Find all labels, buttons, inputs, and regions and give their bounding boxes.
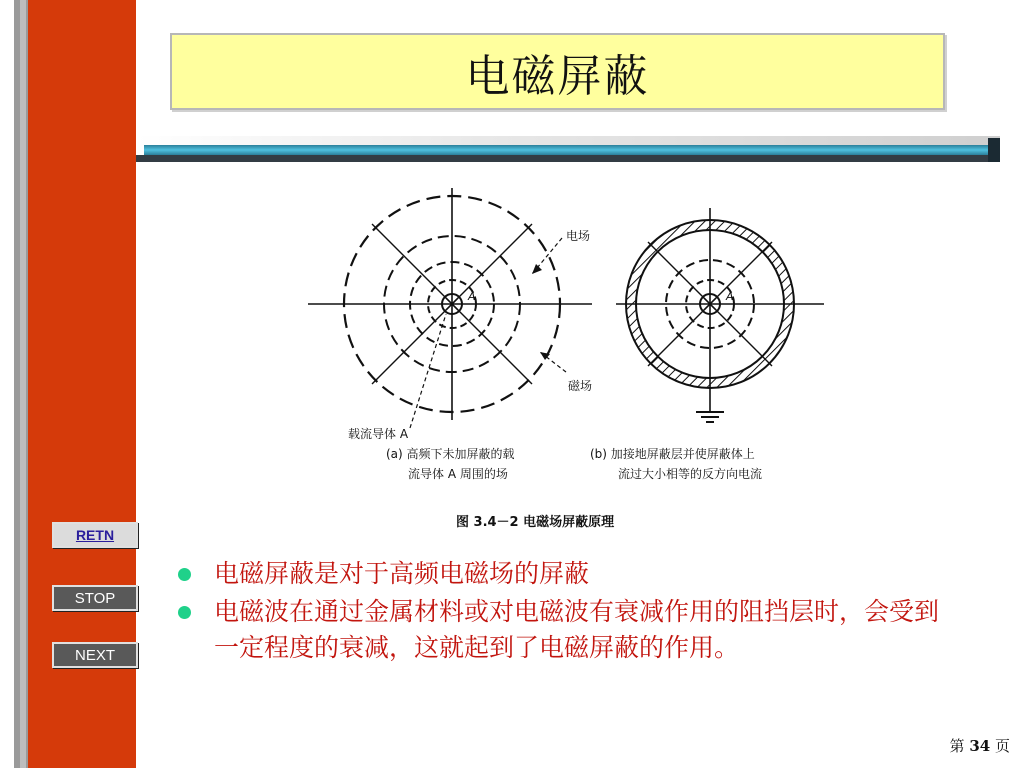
- left-gray-inner-bar: [20, 0, 26, 768]
- caption-b-line2: 流过大小相等的反方向电流: [618, 467, 763, 481]
- bullet-text: 电磁屏蔽是对于高频电磁场的屏蔽: [214, 559, 590, 588]
- label-magnetic-field: 磁场: [568, 379, 593, 393]
- bullet-text: 电磁波在通过金属材料或对电磁波有衰减作用的阻挡层时，会受到一定程度的衰减，这就起到了电磁屏蔽的作用。: [214, 597, 940, 662]
- title-box: [170, 33, 945, 110]
- bullet-list: [176, 556, 946, 668]
- caption-b-line1: (b) 加接地屏蔽层并使屏蔽体上: [590, 447, 755, 461]
- bullet-item: [176, 556, 946, 592]
- page-suffix: 页: [994, 737, 1010, 755]
- bullet-dot: [178, 568, 191, 581]
- next-button[interactable]: NEXT: [52, 642, 138, 668]
- page-value: 34: [969, 737, 991, 755]
- stop-button[interactable]: STOP: [52, 585, 138, 611]
- shielding-figure: [300, 180, 840, 540]
- bullet-item: [176, 594, 946, 666]
- divider-blue: [144, 145, 990, 155]
- label-point-b: A: [726, 290, 734, 303]
- divider-shadow: [136, 155, 1000, 162]
- label-electric-field: 电场: [566, 229, 591, 243]
- label-point-a: A: [468, 290, 476, 303]
- figure-caption: 图 3.4－2 电磁场屏蔽原理: [456, 515, 615, 530]
- shielding-diagram: [300, 180, 840, 540]
- page-number: [950, 735, 1010, 756]
- diagram-b: [616, 208, 824, 422]
- caption-a-line1: (a) 高频下未加屏蔽的载: [386, 447, 515, 461]
- divider-end: [988, 138, 1000, 162]
- label-conductor: 载流导体 A: [348, 427, 409, 441]
- retn-button[interactable]: RETN: [52, 522, 138, 548]
- diagram-a: [308, 188, 592, 428]
- page-prefix: 第: [949, 737, 965, 755]
- slide-title: 电磁屏蔽: [465, 50, 650, 102]
- title-divider: [136, 136, 1000, 162]
- caption-a-line2: 流导体 A 周围的场: [408, 467, 508, 481]
- bullet-dot: [178, 606, 191, 619]
